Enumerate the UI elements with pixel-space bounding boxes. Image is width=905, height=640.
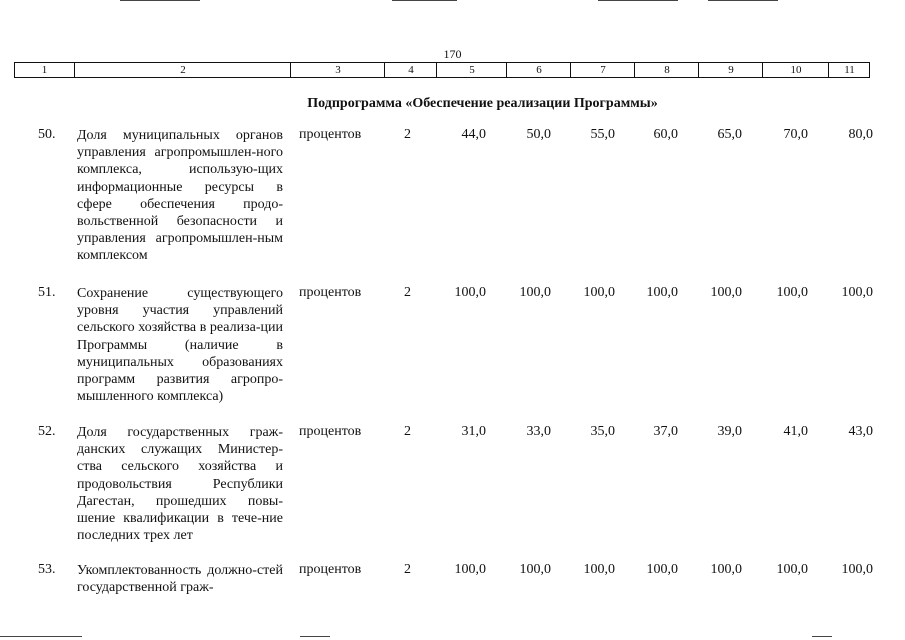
scan-line [120,0,200,1]
row-number: 53. [38,562,56,577]
value-cell: 100,0 [583,562,615,577]
code-cell: 2 [404,127,411,142]
code-cell: 2 [404,424,411,439]
value-cell: 100,0 [519,562,551,577]
value-cell: 37,0 [653,424,678,439]
column-header: 7 [570,63,635,77]
value-cell: 100,0 [710,562,742,577]
value-cell: 60,0 [653,127,678,142]
value-cell: 39,0 [717,424,742,439]
value-cell: 35,0 [590,424,615,439]
scan-line [708,0,778,1]
value-cell: 100,0 [646,285,678,300]
column-header: 3 [290,63,385,77]
indicator-name: Доля государственных граж-данских служащих Министер-ства сельского хозяйства и продовольствия Республики Дагестан, прошедших повы-шение квалификации в тече-ние последних трех лет [77,425,283,544]
unit-cell: процентов [299,127,362,142]
column-header: 11 [828,63,870,77]
column-header: 1 [41,64,48,76]
value-cell: 65,0 [717,127,742,142]
column-header: 9 [698,63,763,77]
row-number: 52. [38,424,56,439]
scan-line [598,0,678,1]
scan-line [300,636,330,637]
value-cell: 31,0 [461,424,486,439]
indicator-name: Укомплектованность должно-стей государственной граж- [77,563,283,596]
value-cell: 55,0 [590,127,615,142]
unit-cell: процентов [299,424,362,439]
value-cell: 70,0 [783,127,808,142]
value-cell: 100,0 [519,285,551,300]
scan-line [0,636,82,637]
column-header: 2 [74,63,291,77]
value-cell: 44,0 [461,127,486,142]
unit-cell: процентов [299,562,362,577]
code-cell: 2 [404,285,411,300]
value-cell: 100,0 [776,285,808,300]
value-cell: 100,0 [646,562,678,577]
indicator-name: Сохранение существующего уровня участия управлений сельского хозяйства в реализа-ции Программы (наличие в муниципальных образованиях программ развития агропро-мышленного комплекса) [77,286,283,405]
value-cell: 100,0 [454,562,486,577]
column-header: 6 [506,63,571,77]
indicator-name: Доля муниципальных органов управления агропромышлен-ного комплекса, использую-щих информационные ресурсы в сфере обеспечения продо-вольственной безопасности и управления агропромышлен-ным комплексом [77,128,283,264]
unit-cell: процентов [299,285,362,300]
column-header-row [14,62,870,78]
column-header: 10 [762,63,829,77]
section-title: Подпрограмма «Обеспечение реализации Программы» [307,96,658,111]
value-cell: 41,0 [783,424,808,439]
column-header: 8 [634,63,699,77]
value-cell: 80,0 [848,127,873,142]
value-cell: 43,0 [848,424,873,439]
value-cell: 50,0 [526,127,551,142]
column-header: 4 [384,63,437,77]
row-number: 51. [38,285,56,300]
value-cell: 100,0 [710,285,742,300]
row-number: 50. [38,127,56,142]
column-header: 5 [436,63,507,77]
value-cell: 100,0 [776,562,808,577]
value-cell: 100,0 [841,562,873,577]
code-cell: 2 [404,562,411,577]
value-cell: 100,0 [841,285,873,300]
page-number: 170 [443,47,462,61]
scan-line [812,636,832,637]
scan-line [392,0,457,1]
value-cell: 100,0 [454,285,486,300]
value-cell: 33,0 [526,424,551,439]
value-cell: 100,0 [583,285,615,300]
